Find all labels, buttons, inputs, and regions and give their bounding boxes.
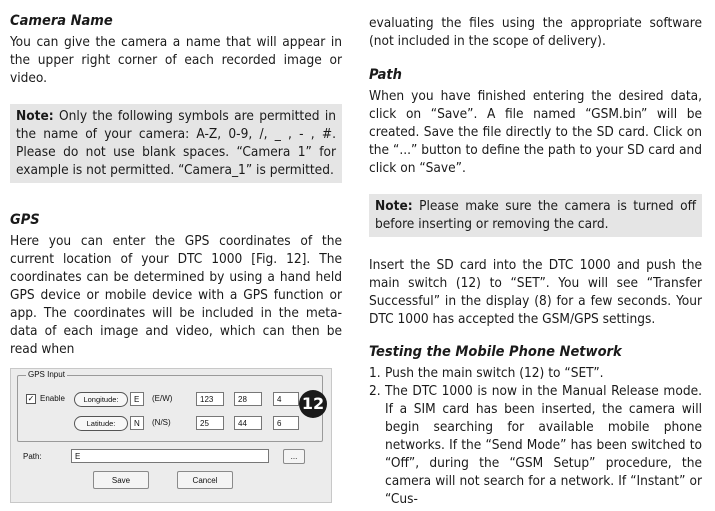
cancel-button[interactable]: Cancel	[177, 471, 233, 489]
latitude-sec-input[interactable]: 6	[273, 416, 299, 430]
ew-label: (E/W)	[152, 394, 173, 403]
step-number: 2.	[369, 383, 381, 399]
longitude-min-input[interactable]: 28	[234, 392, 262, 406]
list-item	[369, 364, 702, 382]
right-column	[369, 0, 702, 508]
camera-name-text: You can give the camera a name that will appear in the upper right corner of each recorded image or video.	[10, 34, 342, 86]
step-text: Push the main switch (12) to “SET”.	[385, 365, 604, 381]
group-label: GPS Input	[28, 370, 65, 379]
note-symbols	[10, 104, 342, 183]
left-column	[10, 0, 342, 358]
latitude-dir-input[interactable]: N	[130, 416, 144, 430]
note-label: Note:	[16, 108, 54, 124]
enable-label: Enable	[40, 394, 65, 403]
path-text: When you have finished entering the desired data, click on “Save”. A file named “GSM.bin” will be created. Save the file directly to the SD card. Click on the “...” button to define the path to your SD card and click on “Save”.	[369, 88, 702, 176]
gps-input-dialog	[10, 368, 332, 503]
path-heading: Path	[369, 67, 402, 83]
browse-button[interactable]: ...	[283, 449, 305, 464]
save-button[interactable]: Save	[93, 471, 149, 489]
note-card	[369, 194, 702, 237]
list-item	[369, 382, 702, 508]
longitude-label: Longitude:	[74, 392, 128, 407]
gps-input-group	[17, 370, 323, 442]
note2-label: Note:	[375, 198, 413, 214]
longitude-dir-input[interactable]: E	[130, 392, 144, 406]
step-number: 1.	[369, 365, 381, 381]
longitude-deg-input[interactable]: 123	[196, 392, 224, 406]
step-text: The DTC 1000 is now in the Manual Release mode. If a SIM card has been inserted, the camera will begin searching for available mobile phone networks. If the “Send Mode” has been switched to “Off”, during the “GSM Setup” procedure, the camera will not search for a network. If “Instant” or “Cus-	[385, 383, 702, 507]
gps-heading: GPS	[10, 212, 40, 228]
steps-list	[369, 364, 702, 508]
path-label: Path:	[23, 452, 42, 461]
note-text: Only the following symbols are permitted in the name of your camera: A-Z, 0-9, /, _ , - , #. Please do not use blank spaces. “Camera 1” for example is not permitted. “Camera_1” is permitted.	[16, 108, 336, 178]
note2-text: Please make sure the camera is turned off before inserting or removing the card.	[375, 198, 696, 232]
path-input[interactable]: E	[71, 449, 269, 463]
testing-heading: Testing the Mobile Phone Network	[369, 344, 622, 360]
latitude-label: Latitude:	[74, 416, 128, 431]
latitude-deg-input[interactable]: 25	[196, 416, 224, 430]
ns-label: (N/S)	[152, 418, 171, 427]
camera-name-heading: Camera Name	[10, 13, 113, 29]
enable-checkbox[interactable]: ✓	[27, 394, 35, 403]
gps-text: Here you can enter the GPS coordinates of the current location of your DTC 1000 [Fig. 12]. The coordinates can be determined by using a hand held GPS device or mobile device with a GPS function or app. The coordinates will be included in the meta-data of each image and video, which can then be read when	[10, 233, 342, 357]
intro-text: evaluating the files using the appropriate software (not included in the scope of delivery).	[369, 15, 702, 49]
insert-text: Insert the SD card into the DTC 1000 and push the main switch (12) to “SET”. You will see “Transfer Successful” in the display (8) for a few seconds. Your DTC 1000 has accepted the GSM/GPS settings.	[369, 257, 702, 327]
longitude-sec-input[interactable]: 4	[273, 392, 299, 406]
figure-number-badge: 12	[299, 390, 327, 418]
latitude-min-input[interactable]: 44	[234, 416, 262, 430]
